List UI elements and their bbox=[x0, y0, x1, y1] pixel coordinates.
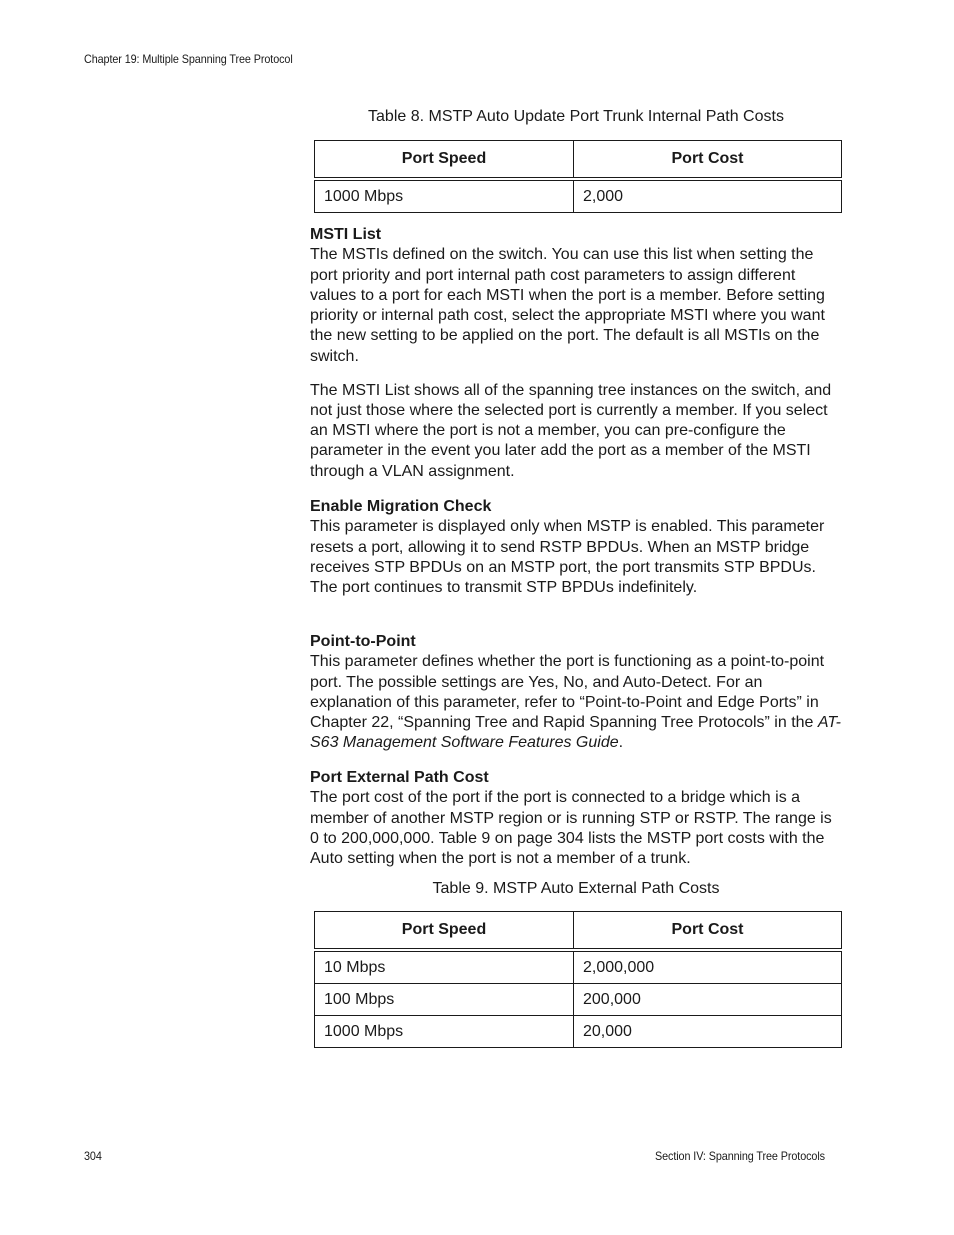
table-cell: 2,000 bbox=[574, 179, 842, 213]
guide-title: AT-S63 Management Software Features Guide bbox=[310, 714, 841, 752]
table-header-row bbox=[315, 912, 842, 951]
table-cell: 200,000 bbox=[574, 984, 842, 1016]
table9-caption: Table 9. MSTP Auto External Path Costs bbox=[432, 880, 720, 897]
table8-caption: Table 8. MSTP Auto Update Port Trunk Internal Path Costs bbox=[368, 108, 784, 125]
table8 bbox=[314, 140, 842, 213]
column-header: Port Cost bbox=[574, 912, 842, 951]
section-heading: Point-to-Point bbox=[310, 633, 416, 650]
column-header: Port Speed bbox=[315, 141, 574, 180]
port-external-path-cost-section bbox=[310, 768, 842, 869]
body-paragraph: The MSTIs defined on the switch. You can use this list when setting the port priority and port internal path cost parameters to assign different values to a port for each MSTI when the port is a member. Before setting priority or internal path cost, select the appropriate MSTI where you want the new setting to be applied on the port. The default is all MSTIs on the switch. bbox=[310, 246, 825, 365]
body-paragraph: This parameter is displayed only when MSTP is enabled. This parameter resets a port, allowing it to send RSTP BPDUs. When an MSTP bridge receives STP BPDUs on an MSTP port, the port transmits STP BPDUs. The port continues to transmit STP BPDUs indefinitely. bbox=[310, 518, 825, 597]
enable-migration-check-section bbox=[310, 497, 842, 598]
msti-list-section bbox=[310, 225, 842, 482]
paragraph-text: This parameter defines whether the port is functioning as a point-to-point port. The possible settings are Yes, No, and Auto-Detect. For an explanation of this parameter, refer to “Point-to-Point and Edge Ports” in Chapter 22, “Spanning Tree and Rapid Spanning Tree Protocols” in the bbox=[310, 653, 825, 732]
running-footer-section: Section IV: Spanning Tree Protocols bbox=[655, 1149, 825, 1163]
table-row bbox=[315, 179, 842, 213]
table-row bbox=[315, 984, 842, 1016]
body-paragraph bbox=[310, 652, 842, 753]
table-row bbox=[315, 950, 842, 984]
table-cell: 20,000 bbox=[574, 1016, 842, 1048]
paragraph-text: . bbox=[618, 734, 624, 752]
section-heading: MSTI List bbox=[310, 226, 382, 243]
table-cell: 1000 Mbps bbox=[315, 1016, 574, 1048]
table-cell: 2,000,000 bbox=[574, 950, 842, 984]
table-cell: 1000 Mbps bbox=[315, 179, 574, 213]
point-to-point-section bbox=[310, 632, 842, 754]
body-paragraph: The MSTI List shows all of the spanning tree instances on the switch, and not just those where the selected port is currently a member. If you select an MSTI where the port is not a member, you can pre-configure the parameter in the event you later add the port as a member of the MSTI through a VLAN assignment. bbox=[310, 381, 832, 480]
table-cell: 100 Mbps bbox=[315, 984, 574, 1016]
table-cell: 10 Mbps bbox=[315, 950, 574, 984]
table-header-row bbox=[315, 141, 842, 180]
body-paragraph: The port cost of the port if the port is connected to a bridge which is a member of another MSTP region or is running STP or RSTP. The range is 0 to 200,000,000. Table 9 on page 304 lists the MSTP port costs with the Auto setting when the port is not a member of a trunk. bbox=[310, 789, 832, 868]
running-header: Chapter 19: Multiple Spanning Tree Protocol bbox=[84, 52, 293, 66]
section-heading: Port External Path Cost bbox=[310, 769, 489, 786]
column-header: Port Speed bbox=[315, 912, 574, 951]
table-row bbox=[315, 1016, 842, 1048]
table9 bbox=[314, 911, 842, 1048]
page-number: 304 bbox=[84, 1149, 102, 1163]
column-header: Port Cost bbox=[574, 141, 842, 180]
section-heading: Enable Migration Check bbox=[310, 498, 492, 515]
